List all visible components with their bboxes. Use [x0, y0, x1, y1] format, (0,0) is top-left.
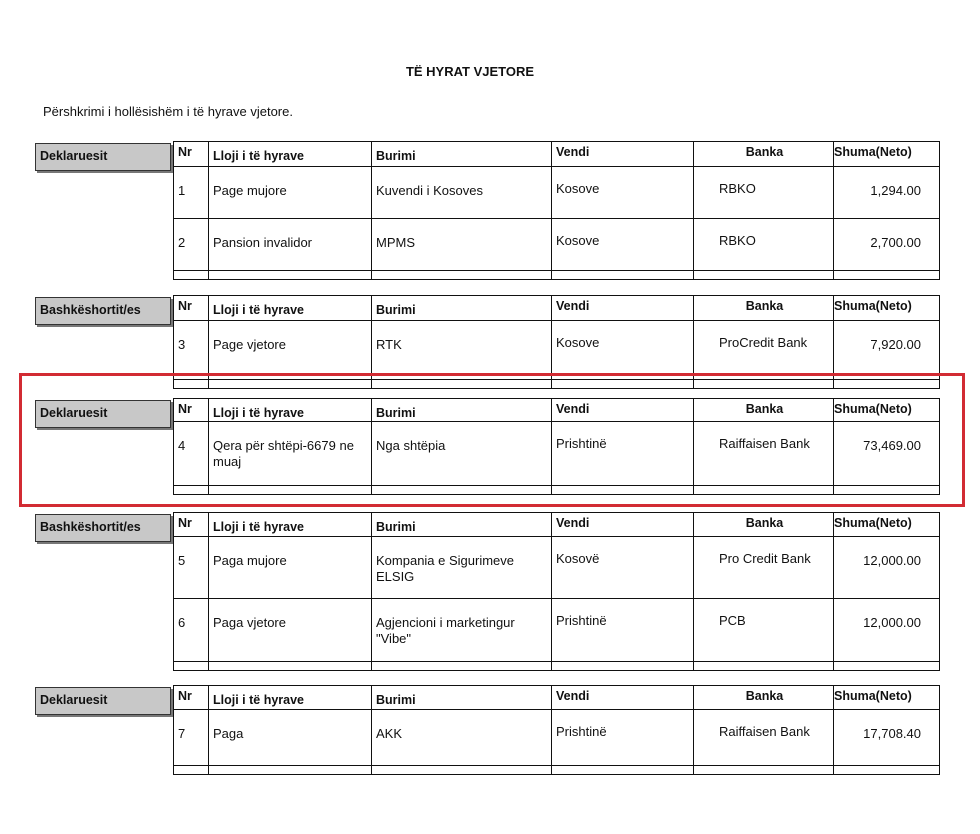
cell-shuma: 73,469.00 [863, 438, 921, 453]
cell-nr: 6 [178, 615, 186, 630]
column-divider [371, 766, 372, 774]
header-shuma: Shuma(Neto) [834, 516, 912, 530]
column-divider [833, 513, 834, 536]
header-lloji: Lloji i të hyrave [213, 149, 305, 163]
table-header-row [174, 296, 939, 321]
cell-vendi: Prishtinë [556, 613, 607, 628]
cell-banka: Pro Credit Bank [719, 551, 811, 566]
table-header-row [174, 513, 939, 537]
column-divider [833, 662, 834, 670]
highlight-box [19, 373, 965, 507]
cell-lloji: Paga [213, 726, 244, 741]
income-table [173, 685, 940, 775]
header-vendi: Vendi [556, 689, 590, 703]
cell-lloji: Pansion invalidor [213, 235, 313, 250]
column-divider [693, 219, 694, 270]
header-burimi: Burimi [376, 303, 416, 317]
header-banka: Banka [745, 145, 784, 159]
cell-banka: Raiffaisen Bank [719, 724, 810, 739]
column-divider [693, 271, 694, 279]
header-shuma: Shuma(Neto) [834, 299, 912, 313]
column-divider [551, 599, 552, 661]
column-divider [551, 321, 552, 379]
header-burimi: Burimi [376, 149, 416, 163]
cell-nr: 4 [178, 438, 186, 453]
cell-vendi: Kosove [556, 335, 600, 350]
column-divider [371, 321, 372, 379]
column-divider [833, 537, 834, 598]
cell-burimi: Kuvendi i Kosoves [376, 183, 483, 198]
column-divider [551, 167, 552, 218]
table-row [174, 321, 939, 380]
column-divider [371, 662, 372, 670]
cell-vendi: Prishtinë [556, 724, 607, 739]
table-row [174, 219, 939, 271]
column-divider [833, 167, 834, 218]
income-table [173, 141, 940, 280]
cell-vendi: Kosovë [556, 551, 600, 566]
column-divider [693, 710, 694, 765]
column-divider [833, 296, 834, 320]
column-divider [371, 296, 372, 320]
header-vendi: Vendi [556, 516, 590, 530]
column-divider [551, 142, 552, 166]
cell-lloji: Page vjetore [213, 337, 286, 352]
cell-nr: 1 [178, 183, 186, 198]
column-divider [551, 686, 552, 709]
column-divider [371, 219, 372, 270]
document-subtitle: Përshkrimi i hollësishëm i të hyrave vjetore. [43, 104, 293, 119]
cell-burimi: MPMS [376, 235, 415, 250]
column-divider [208, 142, 209, 166]
column-divider [208, 686, 209, 709]
header-shuma: Shuma(Neto) [834, 145, 912, 159]
cell-banka: Raiffaisen Bank [719, 436, 810, 451]
header-lloji: Lloji i të hyrave [213, 520, 305, 534]
column-divider [371, 167, 372, 218]
cell-shuma: 17,708.40 [863, 726, 921, 741]
table-header-row [174, 686, 939, 710]
cell-shuma: 7,920.00 [870, 337, 921, 352]
table-row [174, 537, 939, 599]
column-divider [693, 142, 694, 166]
column-divider [371, 537, 372, 598]
column-divider [833, 710, 834, 765]
column-divider [551, 219, 552, 270]
column-divider [371, 599, 372, 661]
header-lloji: Lloji i të hyrave [213, 303, 305, 317]
column-divider [693, 296, 694, 320]
document-title: TË HYRAT VJETORE [405, 64, 535, 79]
header-burimi: Burimi [376, 693, 416, 707]
table-row [174, 167, 939, 219]
table-row [174, 599, 939, 662]
cell-burimi: Nga shtëpia [376, 438, 446, 453]
column-divider [208, 599, 209, 661]
cell-shuma: 12,000.00 [863, 615, 921, 630]
table-empty-row [174, 662, 939, 670]
table-empty-row [174, 766, 939, 774]
cell-nr: 2 [178, 235, 186, 250]
cell-banka: RBKO [719, 181, 756, 196]
cell-vendi: Prishtinë [556, 436, 607, 451]
column-divider [833, 142, 834, 166]
header-banka: Banka [745, 516, 784, 530]
column-divider [693, 321, 694, 379]
section-label: Deklaruesit [35, 687, 171, 715]
cell-burimi: AKK [376, 726, 403, 741]
header-vendi: Vendi [556, 299, 590, 313]
column-divider [551, 296, 552, 320]
column-divider [208, 321, 209, 379]
column-divider [693, 599, 694, 661]
column-divider [208, 296, 209, 320]
section-label: Bashkëshortit/es [35, 297, 171, 325]
cell-banka: RBKO [719, 233, 756, 248]
column-divider [551, 537, 552, 598]
column-divider [371, 710, 372, 765]
header-nr: Nr [178, 516, 192, 530]
column-divider [693, 766, 694, 774]
header-banka: Banka [745, 402, 784, 416]
column-divider [693, 662, 694, 670]
header-vendi: Vendi [556, 145, 590, 159]
column-divider [551, 766, 552, 774]
cell-burimi: Kompania e Sigurimeve ELSIG [376, 553, 515, 585]
column-divider [551, 662, 552, 670]
header-burimi: Burimi [376, 406, 416, 420]
cell-shuma: 1,294.00 [870, 183, 921, 198]
cell-nr: 5 [178, 553, 186, 568]
column-divider [208, 766, 209, 774]
header-shuma: Shuma(Neto) [834, 689, 912, 703]
column-divider [551, 710, 552, 765]
cell-banka: ProCredit Bank [719, 335, 808, 350]
column-divider [208, 271, 209, 279]
column-divider [208, 710, 209, 765]
table-row [174, 710, 939, 766]
cell-nr: 7 [178, 726, 186, 741]
cell-nr: 3 [178, 337, 186, 352]
section-label: Deklaruesit [35, 400, 171, 428]
cell-vendi: Kosove [556, 181, 600, 196]
header-nr: Nr [178, 145, 192, 159]
table-header-row [174, 142, 939, 167]
header-banka: Banka [745, 689, 784, 703]
column-divider [833, 686, 834, 709]
header-burimi: Burimi [376, 520, 416, 534]
cell-shuma: 12,000.00 [863, 553, 921, 568]
column-divider [208, 167, 209, 218]
column-divider [371, 513, 372, 536]
table-empty-row [174, 271, 939, 279]
cell-lloji: Paga vjetore [213, 615, 286, 630]
header-vendi: Vendi [556, 402, 590, 416]
section-label: Deklaruesit [35, 143, 171, 171]
column-divider [693, 686, 694, 709]
header-shuma: Shuma(Neto) [834, 402, 912, 416]
column-divider [693, 167, 694, 218]
column-divider [208, 513, 209, 536]
cell-shuma: 2,700.00 [870, 235, 921, 250]
cell-burimi: RTK [376, 337, 402, 352]
column-divider [551, 513, 552, 536]
cell-burimi: Agjencioni i marketingur "Vibe" [376, 615, 515, 647]
column-divider [693, 537, 694, 598]
column-divider [551, 271, 552, 279]
column-divider [833, 766, 834, 774]
header-nr: Nr [178, 402, 192, 416]
column-divider [371, 686, 372, 709]
cell-vendi: Kosove [556, 233, 600, 248]
cell-lloji: Paga mujore [213, 553, 287, 568]
column-divider [208, 662, 209, 670]
header-nr: Nr [178, 299, 192, 313]
header-nr: Nr [178, 689, 192, 703]
column-divider [833, 219, 834, 270]
header-lloji: Lloji i të hyrave [213, 693, 305, 707]
column-divider [833, 599, 834, 661]
column-divider [833, 271, 834, 279]
column-divider [371, 142, 372, 166]
cell-banka: PCB [719, 613, 746, 628]
column-divider [208, 219, 209, 270]
column-divider [208, 537, 209, 598]
column-divider [693, 513, 694, 536]
cell-lloji: Page mujore [213, 183, 287, 198]
column-divider [371, 271, 372, 279]
header-lloji: Lloji i të hyrave [213, 406, 305, 420]
section-label: Bashkëshortit/es [35, 514, 171, 542]
column-divider [833, 321, 834, 379]
income-table [173, 512, 940, 671]
header-banka: Banka [745, 299, 784, 313]
cell-lloji: Qera për shtëpi-6679 ne muaj [213, 438, 354, 470]
